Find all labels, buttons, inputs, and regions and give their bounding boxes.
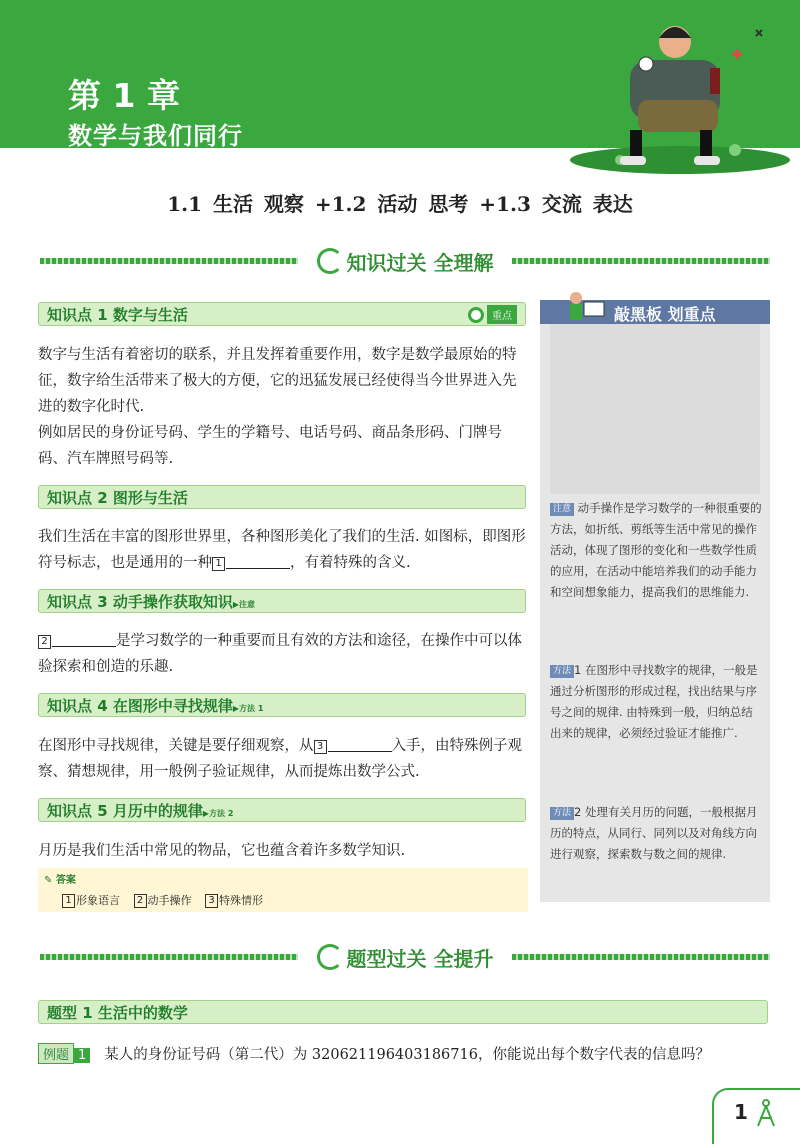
knowledge-point-2-label: 知识点 2 图形与生活 <box>47 489 188 507</box>
key-point-label: 重点 <box>487 305 517 324</box>
answer-number: 3 <box>205 894 218 908</box>
swirl-icon <box>317 248 343 274</box>
blackboard-area <box>550 324 760 494</box>
cross-ref-tag: ▶方法 1 <box>232 704 264 713</box>
text: 是学习数学的一种重要而且有效的方法和途径，在操作中可以体验探索和创造的乐趣. <box>38 633 522 675</box>
knowledge-point-4-bar <box>38 693 526 717</box>
key-point-badge <box>468 304 517 324</box>
paragraph: 例如居民的身份证号码、学生的学籍号、电话号码、商品条形码、门牌号码、汽车牌照号码等. <box>38 425 502 467</box>
answer-label: 答案 <box>55 875 76 886</box>
knowledge-point-4-label <box>47 695 263 716</box>
answer-box <box>38 868 528 912</box>
note-text: 在图形中寻找数字的规律，一般是通过分析图形的形成过程，找出结果与序号之间的规律. 由特殊到一般，归纳总结出来的规律，必须经过验证才能推广. <box>550 663 758 740</box>
side-panel-header <box>540 300 770 324</box>
knowledge-point-2-bar <box>38 485 526 509</box>
section-heading: 1.1 生活 观察 +1.2 活动 思考 +1.3 交流 表达 <box>167 192 633 216</box>
lightbulb-icon: ✎ <box>44 875 53 886</box>
answer-number: 1 <box>62 894 75 908</box>
chapter-title: 数学与我们同行 <box>68 122 243 150</box>
teacher-icon <box>562 290 606 324</box>
text: 我们生活在丰富的图形世界里，各种图形美化了我们的生活. 如图标，即图形符号标志，也是通用的一种 <box>38 529 526 571</box>
text: 在图形中寻找规律，关键是要仔细观察，从 <box>38 738 314 754</box>
knowledge-point-4-text <box>38 733 528 785</box>
answer-items <box>62 892 273 908</box>
fill-blank <box>226 554 290 569</box>
note-badge: 方法 <box>550 807 574 820</box>
knowledge-point-3-label <box>47 591 255 612</box>
note-text: 动手操作是学习数学的一种很重要的方法，如折纸、剪纸等生活中常见的操作活动，体现了图形的变化和一些数学性质的应用，在活动中能培养我们的动手能力和空间想象能力，提高我们的思维能力. <box>550 501 762 599</box>
blank-number: 1 <box>212 557 225 571</box>
text: 月历是我们生活中常见的物品，它也蕴含着许多数学知识. <box>38 843 406 859</box>
answer-text: 动手操作 <box>147 894 192 907</box>
page-number-box <box>712 1088 800 1144</box>
answer-item <box>134 894 192 907</box>
divider-question-types <box>40 940 770 974</box>
answer-head <box>44 871 76 886</box>
answer-item <box>62 894 120 907</box>
knowledge-point-5-text <box>38 838 528 864</box>
knowledge-point-1-bar <box>38 302 526 326</box>
label-text: 知识点 4 在图形中寻找规律 <box>47 697 233 715</box>
knowledge-point-5-bar <box>38 798 526 822</box>
side-note-caution <box>550 498 762 603</box>
knowledge-point-1-label: 知识点 1 数字与生活 <box>47 306 188 324</box>
cross-ref-tag: ▶注意 <box>232 600 256 609</box>
side-panel <box>540 300 770 902</box>
note-badge: 注意 <box>550 503 574 516</box>
example-number: 1 <box>74 1048 90 1063</box>
side-note-method-2 <box>550 802 762 865</box>
answer-text: 特殊情形 <box>219 894 263 907</box>
label-text: 知识点 5 月历中的规律 <box>47 802 203 820</box>
question-type-1-label: 题型 1 生活中的数学 <box>47 1004 188 1022</box>
text: ，有着特殊的含义. <box>290 555 411 571</box>
student-illustration <box>560 10 800 180</box>
page-number: 1 <box>734 1100 748 1124</box>
divider-title: 知识过关 全理解 <box>346 251 494 275</box>
divider-knowledge <box>40 244 770 278</box>
knowledge-point-3-text <box>38 628 528 680</box>
divider-title: 题型过关 全提升 <box>346 947 494 971</box>
blank-number: 2 <box>38 635 51 649</box>
note-number: 1 <box>574 663 582 677</box>
note-text: 处理有关月历的问题，一般根据月历的特点，从同行、同列以及对角线方向进行观察，探索数与数之间的规律. <box>550 805 758 861</box>
text: 入手，由特殊例子观察、猜想规律，用一般例子验证规律，从而提炼出数学公式. <box>38 738 522 780</box>
side-panel-title: 敲黑板 划重点 <box>614 305 716 324</box>
answer-number: 2 <box>134 894 147 908</box>
paragraph: 数字与生活有着密切的联系，并且发挥着重要作用，数字是数学最原始的特征，数字给生活带来了极大的方便，它的迅猛发展已经使得当今世界进入先进的数字化时代. <box>38 347 517 415</box>
target-icon <box>468 307 484 323</box>
answer-text: 形象语言 <box>76 894 120 907</box>
fill-blank <box>328 737 392 752</box>
example-1 <box>38 1043 758 1064</box>
compass-icon <box>754 1098 778 1128</box>
note-number: 2 <box>574 805 582 819</box>
example-text: 某人的身份证号码（第二代）为 320621196403186716，你能说出每个数字代表的信息吗？ <box>104 1047 710 1063</box>
cross-ref-tag: ▶方法 2 <box>202 809 234 818</box>
chapter-number: 第 1 章 <box>68 76 180 115</box>
answer-item <box>205 894 263 907</box>
example-tag: 例题 <box>38 1043 74 1064</box>
note-badge: 方法 <box>550 665 574 678</box>
knowledge-point-2-text <box>38 524 528 576</box>
knowledge-point-3-bar <box>38 589 526 613</box>
label-text: 知识点 3 动手操作获取知识 <box>47 593 233 611</box>
question-type-1-bar <box>38 1000 768 1024</box>
swirl-icon <box>317 944 343 970</box>
fill-blank <box>52 632 116 647</box>
side-note-method-1 <box>550 660 762 744</box>
knowledge-point-5-label <box>47 800 233 821</box>
knowledge-point-1-text <box>38 342 528 472</box>
blank-number: 3 <box>314 740 327 754</box>
